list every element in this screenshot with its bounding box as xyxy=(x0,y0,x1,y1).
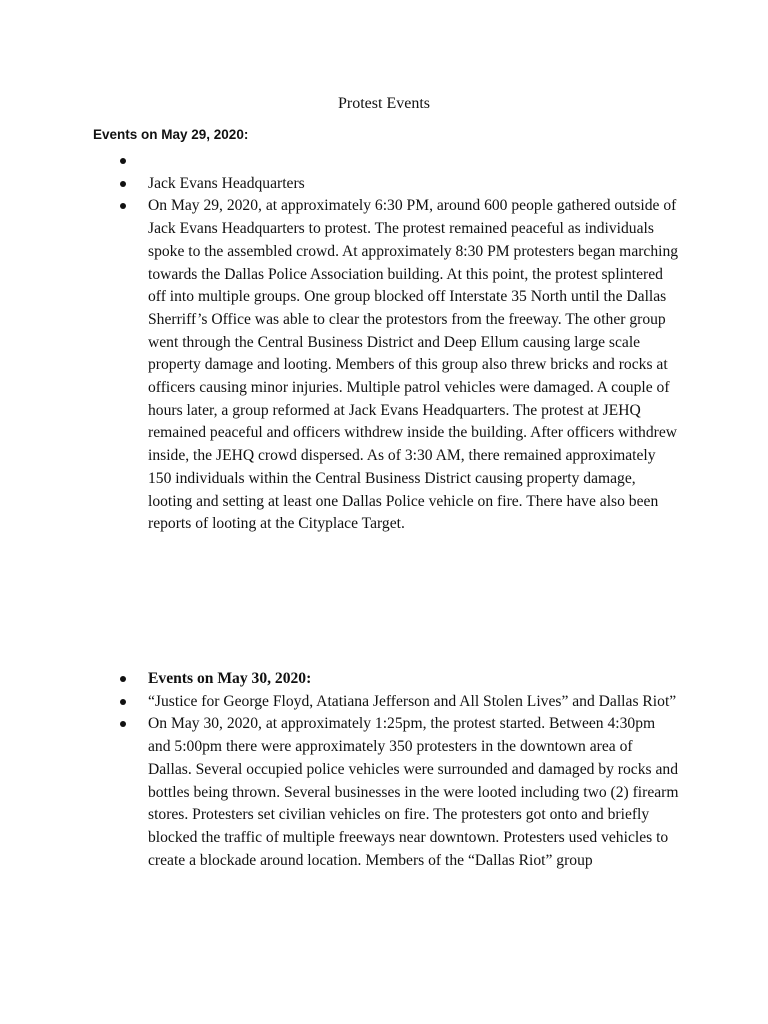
list-item xyxy=(0,713,680,872)
list-item-text: On May 30, 2020, at approximately 1:25pm, the protest started. Between 4:30pm and 5:00pm there were approximately 350 protesters in the downtown area of Dallas. Several occupied police vehicles were surrounded and damaged by rocks and bottles being thrown. Several businesses in the were looted including two (2) firearm stores. Protesters set civilian vehicles on fire. The protesters got onto and briefly blocked the traffic of multiple freeways near downtown. Protesters used vehicles to create a blockade around location. Members of the “Dallas Riot” group xyxy=(148,715,679,869)
bullet-icon xyxy=(120,699,126,705)
list-item xyxy=(0,173,680,196)
list-item-text xyxy=(148,150,680,173)
bullet-icon xyxy=(120,158,126,164)
section-heading-may-29: Events on May 29, 2020: xyxy=(93,127,249,142)
list-item xyxy=(0,195,680,536)
list-item xyxy=(0,150,680,173)
list-item xyxy=(0,691,680,714)
list-item-text: “Justice for George Floyd, Atatiana Jefferson and All Stolen Lives” and Dallas Riot” xyxy=(148,692,677,710)
bullet-icon xyxy=(120,721,126,727)
list-item-text: Jack Evans Headquarters xyxy=(148,174,305,192)
bullet-icon xyxy=(120,203,126,209)
list-item xyxy=(0,668,680,691)
bullet-icon xyxy=(120,181,126,187)
bullet-icon xyxy=(120,676,126,682)
bullet-list-may-29 xyxy=(0,150,680,536)
bullet-list-may-30 xyxy=(0,668,680,872)
list-item-text: On May 29, 2020, at approximately 6:30 PM, around 600 people gathered outside of Jack Evans Headquarters to protest. The protest remained peaceful as individuals spoke to the assembled crowd. At approximately 8:30 PM protesters began marching towards the Dallas Police Association building. At this point, the protest splintered off into multiple groups. One group blocked off Interstate 35 North until the Dallas Sherriff’s Office was able to clear the protestors from the freeway. The other group went through the Central Business District and Deep Ellum causing large scale property damage and looting. Members of this group also threw bricks and rocks at officers causing minor injuries. Multiple patrol vehicles were damaged. A couple of hours later, a group reformed at Jack Evans Headquarters. The protest at JEHQ remained peaceful and officers withdrew inside the building. After officers withdrew inside, the JEHQ crowd dispersed. As of 3:30 AM, there remained approximately 150 individuals within the Central Business District causing property damage, looting and setting at least one Dallas Police vehicle on fire. There have also been reports of looting at the Cityplace Target. xyxy=(148,197,679,533)
section-heading-may-30: Events on May 30, 2020: xyxy=(148,670,312,687)
document-title: Protest Events xyxy=(338,95,430,112)
